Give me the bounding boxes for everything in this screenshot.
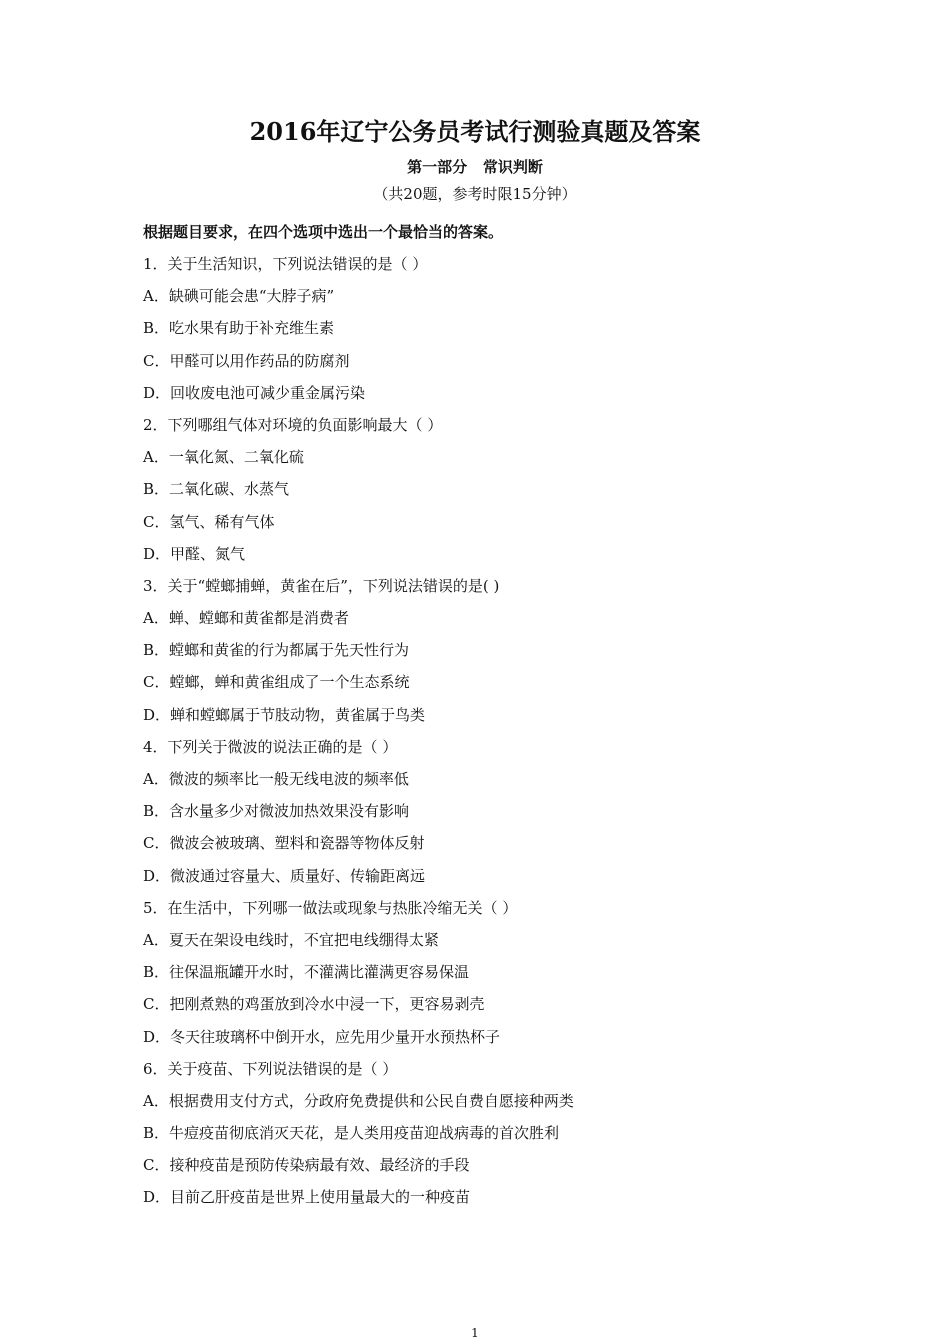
question-stem: 6．关于疫苗、下列说法错误的是（ ） [143, 1059, 398, 1078]
section-subnote: （共20题，参考时限15分钟） [373, 185, 577, 203]
instruction-text: 根据题目要求，在四个选项中选出一个最恰当的答案。 [143, 223, 504, 241]
answer-option: B．牛痘疫苗彻底消灭天花，是人类用疫苗迎战病毒的首次胜利 [143, 1124, 560, 1143]
answer-option: C．把刚煮熟的鸡蛋放到冷水中浸一下，更容易剥壳 [143, 995, 485, 1014]
question-stem: 2．下列哪组气体对环境的负面影响最大（ ） [143, 415, 443, 434]
question-list [143, 248, 843, 1214]
answer-option: C．螳螂，蝉和黄雀组成了一个生态系统 [143, 673, 410, 692]
answer-option: D．甲醛、氮气 [143, 544, 246, 563]
answer-option: D．目前乙肝疫苗是世界上使用量最大的一种疫苗 [143, 1188, 471, 1207]
answer-option: A．一氧化氮、二氧化硫 [143, 448, 304, 467]
answer-option: A．夏天在架设电线时，不宜把电线绷得太紧 [143, 930, 439, 949]
answer-option: C．甲醛可以用作药品的防腐剂 [143, 351, 350, 370]
question-stem: 3．关于“螳螂捕蝉，黄雀在后”，下列说法错误的是( ) [143, 576, 500, 595]
answer-option: A．蝉、螳螂和黄雀都是消费者 [143, 609, 349, 628]
answer-option: D．微波通过容量大、质量好、传输距离远 [143, 866, 426, 885]
question-stem: 5．在生活中，下列哪一做法或现象与热胀冷缩无关（ ） [143, 898, 518, 917]
answer-option: B．螳螂和黄雀的行为都属于先天性行为 [143, 641, 410, 660]
answer-option: A．缺碘可能会患“大脖子病” [143, 287, 335, 306]
question-stem: 1．关于生活知识，下列说法错误的是（ ） [143, 255, 428, 273]
answer-option: B．往保温瓶罐开水时，不灌满比灌满更容易保温 [143, 963, 470, 982]
answer-option: A．根据费用支付方式，分政府免费提供和公民自费自愿接种两类 [143, 1091, 574, 1110]
page-number: 1 [471, 1326, 479, 1340]
answer-option: D．冬天往玻璃杯中倒开水，应先用少量开水预热杯子 [143, 1027, 501, 1046]
answer-option: C．微波会被玻璃、塑料和瓷器等物体反射 [143, 834, 425, 853]
answer-option: B．吃水果有助于补充维生素 [143, 319, 335, 338]
question-stem: 4．下列关于微波的说法正确的是（ ） [143, 737, 398, 756]
answer-option: C．接种疫苗是预防传染病最有效、最经济的手段 [143, 1156, 470, 1175]
answer-option: C．氢气、稀有气体 [143, 512, 275, 531]
answer-option: A．微波的频率比一般无线电波的频率低 [143, 770, 409, 788]
document-title: 2016年辽宁公务员考试行测验真题及答案 [249, 117, 701, 146]
answer-option: D．回收废电池可减少重金属污染 [143, 383, 366, 402]
answer-option: B．二氧化碳、水蒸气 [143, 480, 290, 499]
answer-option: D．蝉和螳螂属于节肢动物，黄雀属于鸟类 [143, 705, 426, 724]
answer-option: B．含水量多少对微波加热效果没有影响 [143, 802, 410, 821]
section-heading: 第一部分 常识判断 [407, 158, 543, 176]
